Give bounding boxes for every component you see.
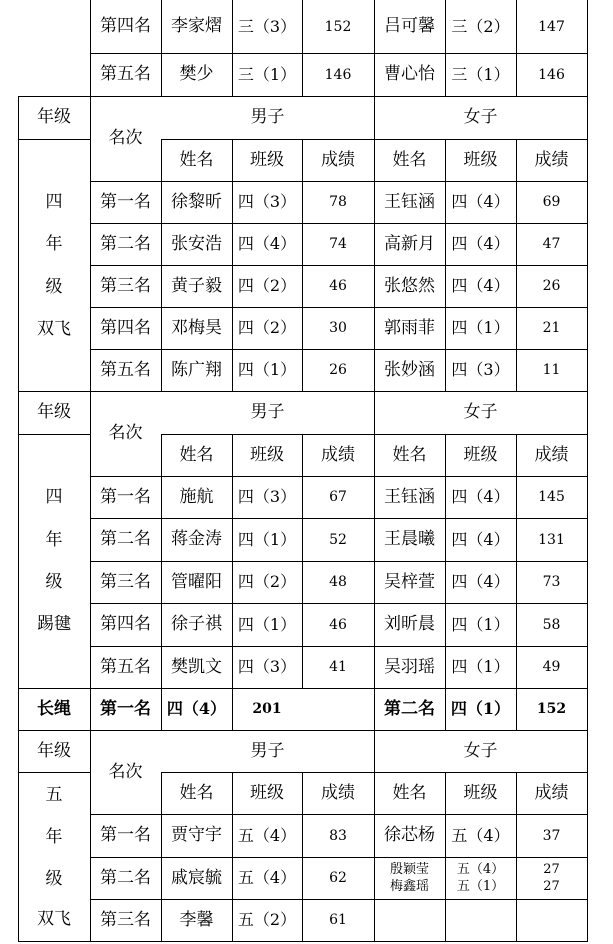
score-header: 成绩 [534, 149, 569, 170]
long-rope-label: 长绳 [37, 698, 71, 719]
double-row-boy-score: 78 [329, 194, 347, 210]
grade5-row-girl-score: 37 [542, 827, 561, 844]
double-row-girl-class: 四（3） [451, 360, 510, 379]
double-row-rank: 第四名 [100, 317, 151, 338]
double-row-boy-class: 四（1） [237, 360, 297, 379]
name-header: 姓名 [392, 444, 427, 465]
grade5-row-boy-score: 83 [329, 827, 347, 844]
shuttle-row-boy-name: 蒋金涛 [171, 529, 222, 549]
grade5-row-rank: 第二名 [100, 867, 151, 888]
boys-header: 男子 [250, 740, 285, 761]
boys-header: 男子 [250, 107, 285, 127]
grade-label-char: 级 [45, 276, 63, 297]
double-row-boy-name: 徐黎昕 [171, 191, 222, 212]
top-row-boy-class: 三（3） [237, 16, 297, 36]
double-row-girl-score: 69 [542, 194, 561, 210]
grade-header: 年级 [37, 740, 71, 761]
girls-header: 女子 [463, 740, 498, 761]
shuttle-row-boy-name: 管曜阳 [171, 571, 222, 592]
grade-header: 年级 [37, 402, 71, 422]
long-rope-first-rank: 第一名 [100, 698, 151, 719]
name-header: 姓名 [179, 149, 214, 170]
top-row-girl-name: 吕可馨 [384, 16, 435, 36]
multi-entry: 27 [543, 879, 560, 894]
class-header: 班级 [250, 149, 284, 170]
top-row-girl-score: 147 [538, 18, 565, 35]
shuttle-row-boy-class: 四（1） [237, 529, 297, 549]
shuttle-row-girl-score: 49 [542, 659, 561, 675]
double-row-girl-score: 21 [542, 320, 561, 336]
double-row-boy-class: 四（4） [237, 234, 297, 253]
shuttle-row-boy-class: 四（3） [237, 657, 297, 676]
grade5-row-boy-score: 62 [329, 870, 347, 886]
shuttle-row-boy-class: 四（2） [237, 572, 297, 591]
grade-label-char: 级 [45, 868, 63, 889]
double-row-boy-score: 30 [329, 320, 347, 336]
multi-entry: 梅鑫瑶 [389, 879, 429, 894]
double-row-rank: 第五名 [100, 359, 151, 380]
shuttle-row-rank: 第二名 [100, 529, 151, 549]
long-rope-second-score: 152 [536, 701, 567, 717]
grade5-row-girl-multi [516, 857, 587, 899]
girls-header: 女子 [463, 402, 498, 422]
double-row-girl-score: 11 [542, 362, 561, 378]
boys-header: 男子 [250, 402, 285, 422]
grade5-row-girl-multi [374, 857, 445, 899]
grade5-row-boy-name: 戚宸毓 [171, 867, 222, 888]
table-border [18, 96, 19, 942]
shuttle-row-girl-score: 73 [542, 574, 561, 590]
double-row-girl-class: 四（4） [451, 276, 510, 295]
shuttle-row-boy-name: 樊凯文 [171, 656, 222, 677]
double-row-girl-score: 47 [542, 236, 561, 252]
grade5-row-boy-score: 61 [329, 912, 347, 928]
top-row-girl-score: 146 [538, 66, 565, 83]
top-row-boy-name: 樊少 [179, 64, 214, 84]
grade5-row-girl-name: 徐芯杨 [384, 825, 435, 845]
shuttle-row-girl-name: 吴梓萱 [384, 571, 435, 592]
top-row-boy-name: 李家熠 [171, 16, 222, 36]
top-row-girl-class: 三（1） [451, 64, 510, 84]
shuttle-row-girl-class: 四（4） [451, 572, 510, 591]
shuttle-row-girl-name: 刘昕晨 [384, 614, 435, 634]
double-row-rank: 第三名 [100, 275, 151, 296]
grade-label-char: 年 [45, 826, 63, 847]
grade5-row-rank: 第三名 [100, 909, 151, 930]
shuttle-row-girl-name: 王钰涵 [384, 486, 435, 507]
top-row-boy-class: 三（1） [237, 64, 297, 84]
grade-label-char: 四 [45, 486, 63, 507]
shuttle-row-boy-score: 52 [329, 531, 347, 548]
shuttle-row-boy-name: 施航 [179, 486, 214, 507]
class-header: 班级 [250, 444, 284, 465]
grade-label-char: 双飞 [37, 908, 71, 929]
multi-entry: 殷颖莹 [389, 862, 429, 877]
shuttle-row-boy-score: 48 [329, 574, 347, 590]
rank-header: 名次 [108, 128, 143, 148]
shuttle-row-girl-score: 131 [538, 531, 565, 548]
double-row-girl-name: 高新月 [384, 233, 435, 254]
class-header: 班级 [463, 444, 498, 465]
double-row-boy-name: 黄子毅 [171, 275, 222, 296]
grade5-row-boy-class: 五（4） [237, 868, 297, 887]
double-row-boy-class: 四（3） [237, 192, 297, 211]
shuttle-row-girl-name: 王晨曦 [384, 529, 435, 549]
double-row-girl-class: 四（1） [451, 318, 510, 337]
name-header: 姓名 [179, 782, 214, 803]
name-header: 姓名 [392, 782, 427, 803]
grade-header: 年级 [37, 107, 71, 127]
girls-header: 女子 [463, 107, 498, 127]
multi-entry: 五（4） [456, 862, 505, 877]
shuttle-row-girl-score: 145 [538, 489, 565, 505]
long-rope-first-score: 201 [252, 701, 282, 717]
shuttle-row-rank: 第五名 [100, 656, 151, 677]
shuttle-row-girl-score: 58 [542, 616, 561, 633]
shuttle-row-rank: 第四名 [100, 614, 151, 634]
double-row-boy-name: 邓梅昊 [171, 317, 222, 338]
shuttle-row-rank: 第三名 [100, 571, 151, 592]
grade5-row-girl-class: 五（4） [451, 825, 510, 845]
double-row-boy-class: 四（2） [237, 318, 297, 337]
top-row-girl-class: 三（2） [451, 16, 510, 36]
top-row-rank: 第五名 [100, 64, 151, 84]
double-row-boy-score: 74 [329, 236, 347, 252]
shuttle-row-boy-class: 四（1） [237, 614, 297, 634]
double-row-rank: 第二名 [100, 233, 151, 254]
grade5-row-boy-name: 李馨 [179, 909, 214, 930]
double-row-girl-score: 26 [542, 278, 561, 294]
double-row-boy-score: 26 [329, 362, 347, 378]
long-rope-first-class: 四（4） [166, 699, 227, 718]
top-row-boy-score: 152 [324, 18, 352, 35]
double-row-rank: 第一名 [100, 191, 151, 212]
multi-entry: 五（1） [456, 879, 505, 894]
grade-label-char: 双飞 [37, 318, 71, 339]
double-row-boy-class: 四（2） [237, 276, 297, 295]
grade5-row-boy-class: 五（2） [237, 910, 297, 929]
rank-header: 名次 [108, 423, 143, 443]
shuttle-row-girl-class: 四（4） [451, 487, 510, 506]
shuttle-row-girl-class: 四（1） [451, 657, 510, 676]
top-row-rank: 第四名 [100, 16, 151, 36]
grade5-row-boy-class: 五（4） [237, 825, 297, 845]
grade5-row-girl-multi [445, 857, 516, 899]
grade-label-char: 年 [45, 529, 63, 550]
class-header: 班级 [463, 782, 498, 803]
shuttle-row-boy-score: 46 [329, 616, 347, 633]
name-header: 姓名 [179, 444, 214, 465]
shuttle-row-boy-name: 徐子祺 [171, 614, 222, 634]
score-header: 成绩 [321, 149, 355, 170]
score-header: 成绩 [321, 782, 355, 803]
shuttle-row-girl-name: 吴羽瑶 [384, 656, 435, 677]
double-row-girl-name: 郭雨菲 [384, 317, 435, 338]
table-border [18, 772, 91, 773]
shuttle-row-boy-score: 67 [329, 489, 347, 505]
grade-label-char: 五 [45, 784, 63, 805]
grade-label-char: 四 [45, 191, 63, 212]
multi-entry: 27 [543, 862, 560, 877]
double-row-girl-name: 王钰涵 [384, 191, 435, 212]
grade-label-char: 年 [45, 233, 63, 254]
top-row-girl-name: 曹心怡 [384, 64, 435, 84]
class-header: 班级 [250, 782, 284, 803]
shuttle-row-boy-class: 四（3） [237, 487, 297, 506]
score-header: 成绩 [321, 444, 355, 465]
grade-label-char: 踢毽 [37, 613, 71, 634]
grade-label-char: 级 [45, 571, 63, 592]
top-row-boy-score: 146 [324, 66, 352, 83]
shuttle-row-boy-score: 41 [329, 659, 347, 675]
rank-header: 名次 [108, 761, 143, 782]
double-row-girl-name: 张妙涵 [384, 359, 435, 380]
double-row-girl-class: 四（4） [451, 234, 510, 253]
class-header: 班级 [463, 149, 498, 170]
shuttle-row-girl-class: 四（4） [451, 529, 510, 549]
double-row-boy-name: 张安浩 [171, 233, 222, 254]
name-header: 姓名 [392, 149, 427, 170]
long-rope-second-class: 四（1） [450, 699, 511, 718]
table-border [18, 139, 91, 140]
shuttle-row-rank: 第一名 [100, 486, 151, 507]
long-rope-second-rank: 第二名 [384, 698, 435, 719]
shuttle-row-girl-class: 四（1） [451, 614, 510, 634]
table-border [18, 941, 588, 942]
double-row-girl-name: 张悠然 [384, 275, 435, 296]
grade5-row-boy-name: 贾守宇 [171, 825, 222, 845]
table-border [18, 434, 91, 435]
table-border [587, 0, 588, 942]
double-row-boy-name: 陈广翔 [171, 359, 222, 380]
grade5-row-rank: 第一名 [100, 825, 151, 845]
score-header: 成绩 [534, 782, 569, 803]
double-row-boy-score: 46 [329, 278, 347, 294]
score-header: 成绩 [534, 444, 569, 465]
double-row-girl-class: 四（4） [451, 192, 510, 211]
